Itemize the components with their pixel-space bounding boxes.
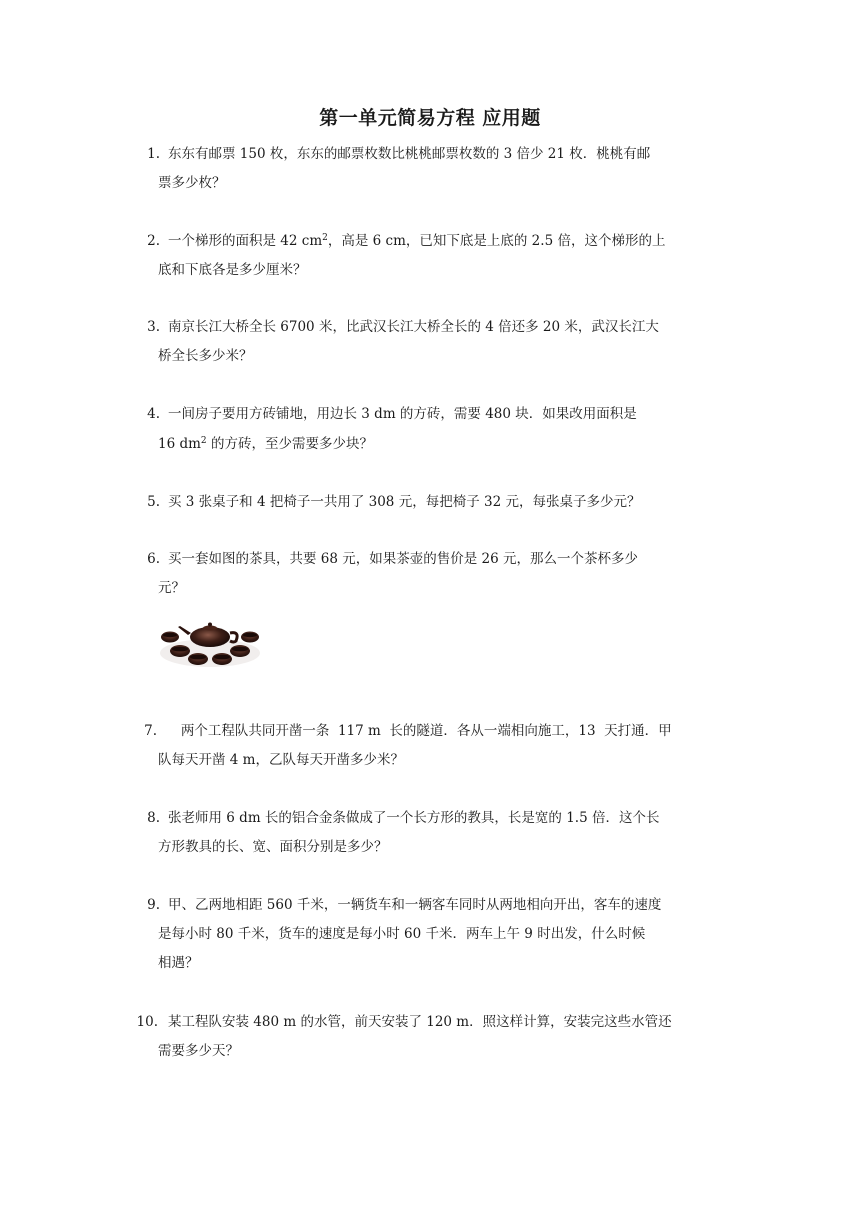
question-number: 4.	[147, 406, 160, 422]
question-text-line: 南京长江大桥全长 6700 米，比武汉长江大桥全长的 4 倍还多 20 米，武汉长江大	[168, 319, 659, 335]
superscript: 2	[322, 233, 328, 243]
question-text-line: 票多少枚？	[158, 175, 226, 191]
question-text-line: 一间房子要用方砖铺地，用边长 3 dm 的方砖，需要 480 块．如果改用面积是	[168, 406, 637, 422]
question-text-line: 两个工程队共同开凿一条 117 m 长的隧道．各从一端相向施工，13 天打通．甲	[168, 723, 672, 739]
question-text-line	[168, 227, 665, 256]
superscript: 2	[200, 436, 207, 446]
question-text-line: 东东有邮票 150 枚，东东的邮票枚数比桃桃邮票枚数的 3 倍少 21 枚．桃桃有邮	[168, 146, 651, 162]
question-number: 3.	[147, 319, 160, 335]
question-text-line: 相遇？	[158, 955, 199, 971]
question-text-line: 底和下底各是多少厘米？	[158, 262, 307, 278]
question-text-line: 甲、乙两地相距 560 千米，一辆货车和一辆客车同时从两地相向开出，客车的速度	[168, 897, 662, 913]
question-text-line: 队每天开凿 4 m，乙队每天开凿多少米？	[158, 752, 404, 768]
question-text-line: 方形教具的长、宽、面积分别是多少？	[158, 839, 388, 855]
question-number: 1.	[147, 146, 160, 162]
page-title: 第一单元简易方程 应用题	[319, 107, 541, 129]
question-number: 9.	[147, 897, 160, 913]
question-text-line: 桥全长多少米？	[158, 348, 253, 364]
question-text-line	[158, 430, 373, 459]
question-text-line: 某工程队安装 480 m 的水管，前天安装了 120 m．照这样计算，安装完这些水管还	[168, 1014, 672, 1030]
question-number: 6.	[147, 551, 160, 567]
tea-set-image	[156, 615, 264, 671]
question-text-segment: 的方砖，至少需要多少块？	[206, 436, 373, 452]
question-number: 2.	[147, 233, 160, 249]
question-number: 7.	[144, 723, 157, 739]
question-text-line: 是每小时 80 千米，货车的速度是每小时 60 千米．两车上午 9 时出发，什么时候	[158, 926, 646, 942]
question-number: 10.	[136, 1014, 158, 1030]
question-text-line: 元？	[158, 580, 185, 596]
question-text-segment: 一个梯形的面积是 42 cm	[168, 233, 323, 249]
question-number: 8.	[147, 810, 160, 826]
question-text-line: 张老师用 6 dm 长的铝合金条做成了一个长方形的教具，长是宽的 1.5 倍．这个长	[168, 810, 660, 826]
question-text-line: 买一套如图的茶具，共要 68 元，如果茶壶的售价是 26 元，那么一个茶杯多少	[168, 551, 639, 567]
question-text-line: 需要多少天？	[158, 1043, 239, 1059]
question-text-segment: 16 dm	[158, 436, 201, 452]
question-number: 5.	[147, 494, 160, 510]
question-text-line: 买 3 张桌子和 4 把椅子一共用了 308 元，每把椅子 32 元，每张桌子多少元？	[168, 494, 641, 510]
question-text-segment: ，高是 6 cm，已知下底是上底的 2.5 倍，这个梯形的上	[327, 233, 666, 249]
